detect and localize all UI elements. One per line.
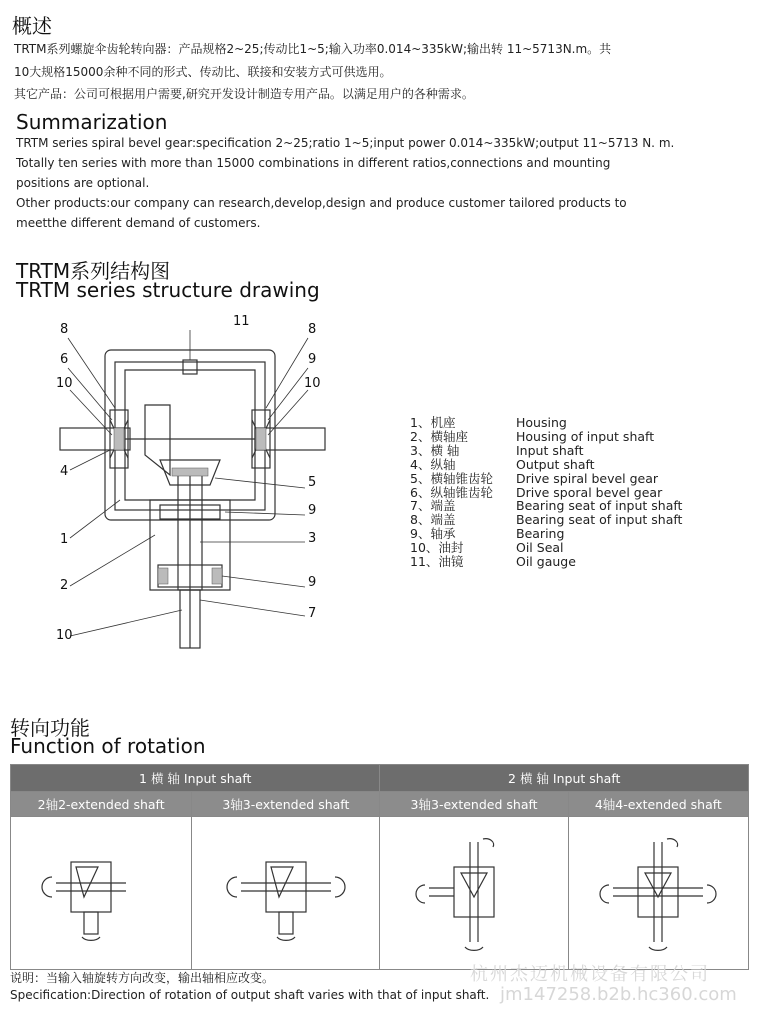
rotation-3-extended-icon <box>221 837 351 947</box>
rotation-2-extended-icon <box>36 837 166 947</box>
legend-part-name: Output shaft <box>516 456 595 472</box>
callout-8-right: 8 <box>308 322 317 337</box>
rotation-diagram-3 <box>380 817 568 970</box>
callout-2: 2 <box>60 578 69 593</box>
callout-10-bottom: 10 <box>56 628 73 643</box>
legend-part-name: Oil Seal <box>516 540 564 556</box>
col-header-4: 4轴4-extended shaft <box>568 792 748 817</box>
legend-row <box>410 430 750 444</box>
legend-part-name: Drive sporal bevel gear <box>516 484 663 500</box>
rotation-3-extended-vertical-icon <box>409 827 539 957</box>
summarization-line-5: meetthe different demand of customers. <box>16 216 261 230</box>
legend-part-number: 8、端盖 <box>410 512 456 528</box>
watermark-url: jm147258.b2b.hc360.com <box>500 984 737 1005</box>
legend-row <box>410 486 750 500</box>
overview-other-products: 其它产品：公司可根据用户需要,研究开发设计制造专用产品。以满足用户的各种需求。 <box>14 87 474 101</box>
legend-part-number: 3、横 轴 <box>410 442 460 458</box>
col-header-1: 2轴2-extended shaft <box>11 792 192 817</box>
callout-4: 4 <box>60 464 69 479</box>
summarization-title: Summarization <box>16 110 168 134</box>
legend-row <box>410 472 750 486</box>
callout-1: 1 <box>60 532 69 547</box>
callout-6: 6 <box>60 352 69 367</box>
overview-line-1: TRTM系列螺旋伞齿轮转向器：产品规格2~25;传动比1~5;输入功率0.014~335kW;输出转 11~5713N.m。共 <box>14 42 612 56</box>
callout-9-mid: 9 <box>308 503 317 518</box>
legend-part-number: 6、纵轴锥齿轮 <box>410 484 493 500</box>
legend-row <box>410 416 750 430</box>
structure-title-en: TRTM series structure drawing <box>16 278 320 302</box>
legend-part-number: 1、机座 <box>410 415 456 430</box>
callout-10-right: 10 <box>304 376 321 391</box>
callout-10-left: 10 <box>56 376 73 391</box>
legend-part-name: Bearing seat of input shaft <box>516 498 683 514</box>
note-cn: 说明：当输入轴旋转方向改变，输出轴相应改变。 <box>10 971 275 985</box>
legend-part-number: 4、纵轴 <box>410 456 456 472</box>
callout-7: 7 <box>308 606 317 621</box>
watermark-company: 杭州杰迈机械设备有限公司 <box>470 964 710 985</box>
structure-drawing <box>40 310 340 655</box>
summarization-line-2: Totally ten series with more than 15000 combinations in different ratios,connections and mounting <box>16 156 611 170</box>
legend-part-number: 5、横轴锥齿轮 <box>410 470 493 486</box>
legend-part-name: Bearing <box>516 526 565 542</box>
legend-part-name: Housing <box>516 415 567 430</box>
legend-part-number: 11、油镜 <box>410 554 464 569</box>
summarization-line-3: positions are optional. <box>16 176 150 190</box>
callout-5: 5 <box>308 475 317 490</box>
group-header-2: 2 横 轴 Input shaft <box>380 765 749 792</box>
legend-part-name: Input shaft <box>516 442 584 458</box>
legend-part-number: 7、端盖 <box>410 498 456 514</box>
summarization-line-4: Other products:our company can research,develop,design and produce customer tailored products to <box>16 196 627 210</box>
legend-part-name: Oil gauge <box>516 554 576 569</box>
rotation-title-en: Function of rotation <box>10 734 206 758</box>
callout-11: 11 <box>233 314 250 329</box>
legend-part-name: Drive spiral bevel gear <box>516 470 659 486</box>
legend-row <box>410 541 750 555</box>
col-header-3: 3轴3-extended shaft <box>380 792 568 817</box>
rotation-diagram-1 <box>11 817 192 970</box>
rotation-diagram-4 <box>568 817 748 970</box>
rotation-table <box>10 764 749 970</box>
note-en: Specification:Direction of rotation of output shaft varies with that of input shaft. <box>10 988 490 1002</box>
legend-part-name: Bearing seat of input shaft <box>516 512 683 528</box>
legend-row <box>410 458 750 472</box>
legend-row <box>410 499 750 513</box>
legend-part-number: 10、油封 <box>410 540 464 556</box>
structure-title-cn: TRTM系列结构图 <box>16 259 171 283</box>
overview-title: 概述 <box>12 14 52 38</box>
legend-part-name: Housing of input shaft <box>516 428 655 444</box>
legend-part-number: 2、横轴座 <box>410 428 468 444</box>
legend-row <box>410 444 750 458</box>
col-header-2: 3轴3-extended shaft <box>192 792 380 817</box>
legend-part-number: 9、轴承 <box>410 526 456 542</box>
rotation-title-cn: 转向功能 <box>10 716 90 740</box>
callout-9-bottom: 9 <box>308 575 317 590</box>
legend-row <box>410 527 750 541</box>
rotation-4-extended-icon <box>593 827 723 957</box>
callout-9-right: 9 <box>308 352 317 367</box>
group-header-1: 1 横 轴 Input shaft <box>11 765 380 792</box>
callout-8-left: 8 <box>60 322 69 337</box>
callout-3: 3 <box>308 531 317 546</box>
legend-row <box>410 513 750 527</box>
legend-row <box>410 555 750 569</box>
summarization-line-1: TRTM series spiral bevel gear:specification 2~25;ratio 1~5;input power 0.014~335kW;output 11~5713 N. m. <box>16 136 675 150</box>
overview-line-2: 10大规格15000余种不同的形式、传动比、联接和安装方式可供选用。 <box>14 65 392 79</box>
rotation-diagram-2 <box>192 817 380 970</box>
